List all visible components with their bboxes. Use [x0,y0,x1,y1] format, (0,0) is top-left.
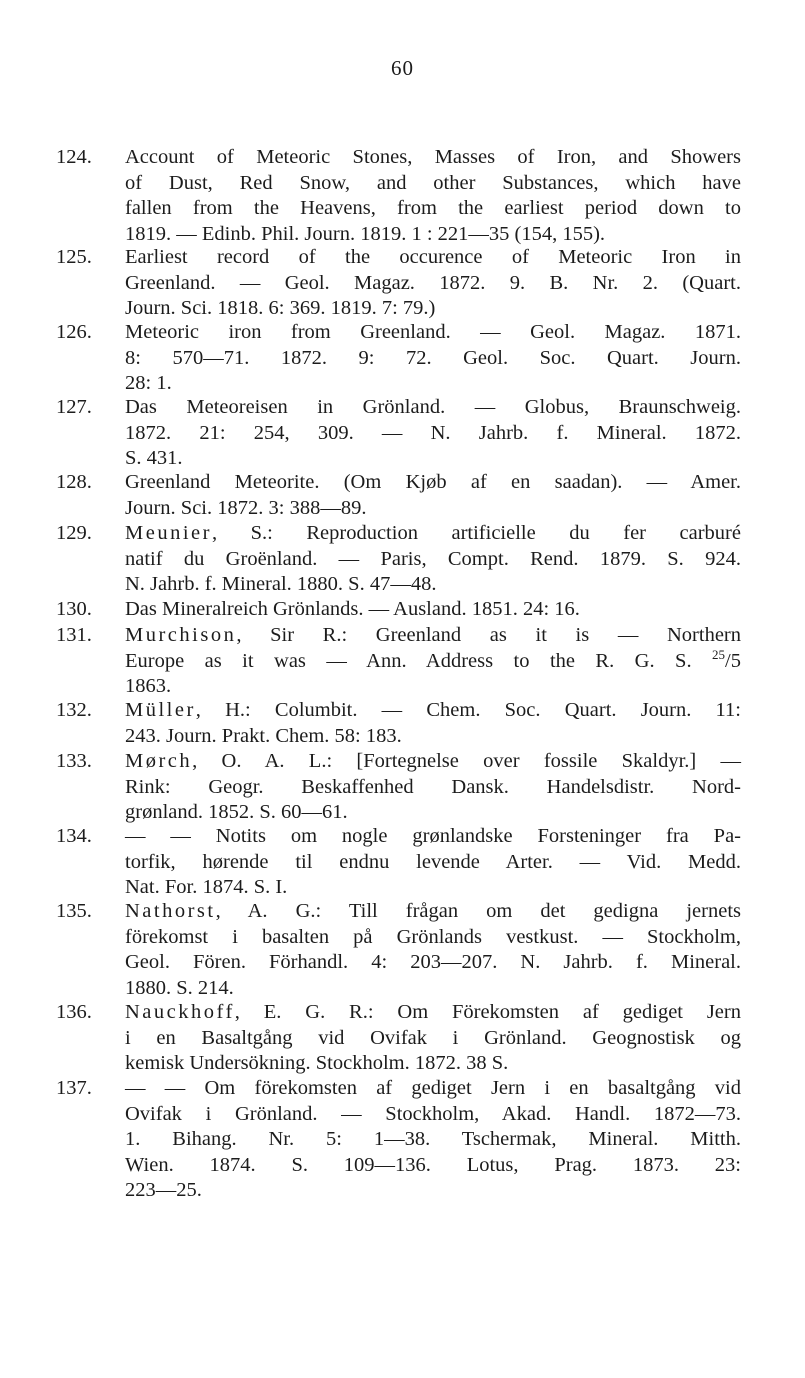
entry-line: Das Mineralreich Grönlands. — Ausland. 1851. 24: 16. [125,598,580,620]
entry-text: , H.: Columbit. — Chem. Soc. Quart. Journ. 11: [195,699,741,721]
date-superscript: 25 [712,646,726,662]
entry-number: 132. [56,699,92,721]
entry-line [125,1000,741,1026]
entry-number: 137. [56,1077,92,1099]
entry-line [125,749,741,775]
bibliography-entry-136 [56,1000,741,1077]
entry-line: — — Om förekomsten af gediget Jern i en basaltgång vid [125,1077,741,1099]
entry-number: 128. [56,471,92,493]
entry-line [125,521,741,547]
entry-line [125,698,741,724]
entry-line: Greenland Meteorite. (Om Kjøb af en saadan). — Amer. [125,471,741,493]
author-name: Mørch [125,750,193,772]
entry-line: 223—25. [125,1179,202,1201]
entry-line: torfik, hørende til endnu levende Arter. — Vid. Medd. [125,850,741,873]
entry-line: Das Meteoreisen in Grönland. — Globus, Braunschweig. [125,396,741,418]
entry-text: , A. G.: Till frågan om det gedigna jernets [215,900,741,922]
entry-number: 131. [56,624,92,646]
bibliography-entry-127 [56,395,741,472]
entry-line: Meteoric iron from Greenland. — Geol. Magaz. 1871. [125,321,741,343]
entry-line: Greenland. — Geol. Magaz. 1872. 9. B. Nr. 2. (Quart. [125,271,741,294]
entry-line: Journ. Sci. 1872. 3: 388—89. [125,496,367,519]
bibliography-entry-137 [56,1076,741,1204]
bibliography-entry-131 [56,623,741,700]
entry-line: 1819. — Edinb. Phil. Journ. 1819. 1 : 221—35 (154, 155). [125,222,606,245]
bibliography-entry-132 [56,698,741,749]
bibliography-entry-124 [56,145,741,247]
bibliography-entry-126 [56,320,741,397]
entry-line: natif du Groënland. — Paris, Compt. Rend. 1879. S. 924. [125,547,741,570]
bibliography-entry-135 [56,899,741,1001]
author-name: Meunier [125,522,212,544]
entry-text: , S.: Reproduction artificielle du fer carburé [211,522,741,544]
bibliography-entry-129 [56,521,741,598]
page-number: 60 [391,56,414,80]
entry-number: 125. [56,246,92,268]
entry-number: 134. [56,825,92,847]
bibliography-entry-128 [56,470,741,521]
entry-text: , Sir R.: Greenland as it is — Northern [236,624,741,646]
entry-line: Account of Meteoric Stones, Masses of Iron, and Showers [125,146,741,168]
entry-line: 1863. [125,675,172,697]
bibliography-entry-130 [56,597,741,623]
date-rest: /5 [725,649,741,672]
author-name: Murchison [125,624,237,646]
entry-text: Europe as it was — Ann. Address to the R. G. S. [125,649,692,672]
entry-line: — — Notits om nogle grønlandske Forsteninger fra Pa- [125,825,741,847]
entry-number: 129. [56,522,92,544]
entry-line: 8: 570—71. 1872. 9: 72. Geol. Soc. Quart. Journ. [125,346,741,369]
bibliography-entry-134 [56,824,741,901]
entry-text: , O. A. L.: [Fortegnelse over fossile Skaldyr.] — [192,750,741,772]
author-name: Nathorst [125,900,216,922]
entry-line: Rink: Geogr. Beskaffenhed Dansk. Handelsdistr. Nord- [125,775,741,798]
entry-line: 28: 1. [125,372,172,394]
entry-line: N. Jahrb. f. Mineral. 1880. S. 47—48. [125,573,437,595]
entry-line [125,623,741,649]
bibliography-entry-133 [56,749,741,826]
entry-line: i en Basaltgång vid Ovifak i Grönland. Geognostisk og [125,1026,741,1049]
entry-line: 1. Bihang. Nr. 5: 1—38. Tschermak, Mineral. Mitth. [125,1128,741,1150]
entry-number: 130. [56,598,92,620]
entry-number: 135. [56,900,92,922]
entry-line: S. 431. [125,447,183,469]
entry-line: kemisk Undersökning. Stockholm. 1872. 38 S. [125,1052,509,1074]
entry-number: 136. [56,1001,92,1023]
entry-line [125,646,741,675]
entry-line: Earliest record of the occurence of Meteoric Iron in [125,246,741,268]
entry-line: fallen from the Heavens, from the earliest period down to [125,197,741,219]
entry-line: 243. Journ. Prakt. Chem. 58: 183. [125,724,402,747]
entry-line: Ovifak i Grönland. — Stockholm, Akad. Handl. 1872—73. [125,1102,741,1125]
entry-line: Nat. For. 1874. S. I. [125,876,288,898]
entry-line: 1872. 21: 254, 309. — N. Jahrb. f. Mineral. 1872. [125,421,741,444]
entry-line: Wien. 1874. S. 109—136. Lotus, Prag. 1873. 23: [125,1153,741,1176]
entry-number: 126. [56,321,92,343]
entry-text: , E. G. R.: Om Förekomsten af gediget Jern [234,1001,741,1023]
entry-number: 124. [56,146,92,168]
entry-number: 127. [56,396,92,418]
entry-number: 133. [56,750,92,772]
entry-line: förekomst i basalten på Grönlands vestkust. — Stockholm, [125,925,741,948]
entry-line: Journ. Sci. 1818. 6: 369. 1819. 7: 79.) [125,297,436,319]
bibliography-entry-125 [56,245,741,322]
entry-line: Geol. Fören. Förhandl. 4: 203—207. N. Jahrb. f. Mineral. [125,951,741,973]
entry-line [125,899,741,925]
entry-line: grønland. 1852. S. 60—61. [125,801,348,823]
entry-line: of Dust, Red Snow, and other Substances, which have [125,171,741,194]
entry-line: 1880. S. 214. [125,976,234,999]
author-name: Nauckhoff [125,1001,235,1023]
author-name: Müller [125,699,196,721]
